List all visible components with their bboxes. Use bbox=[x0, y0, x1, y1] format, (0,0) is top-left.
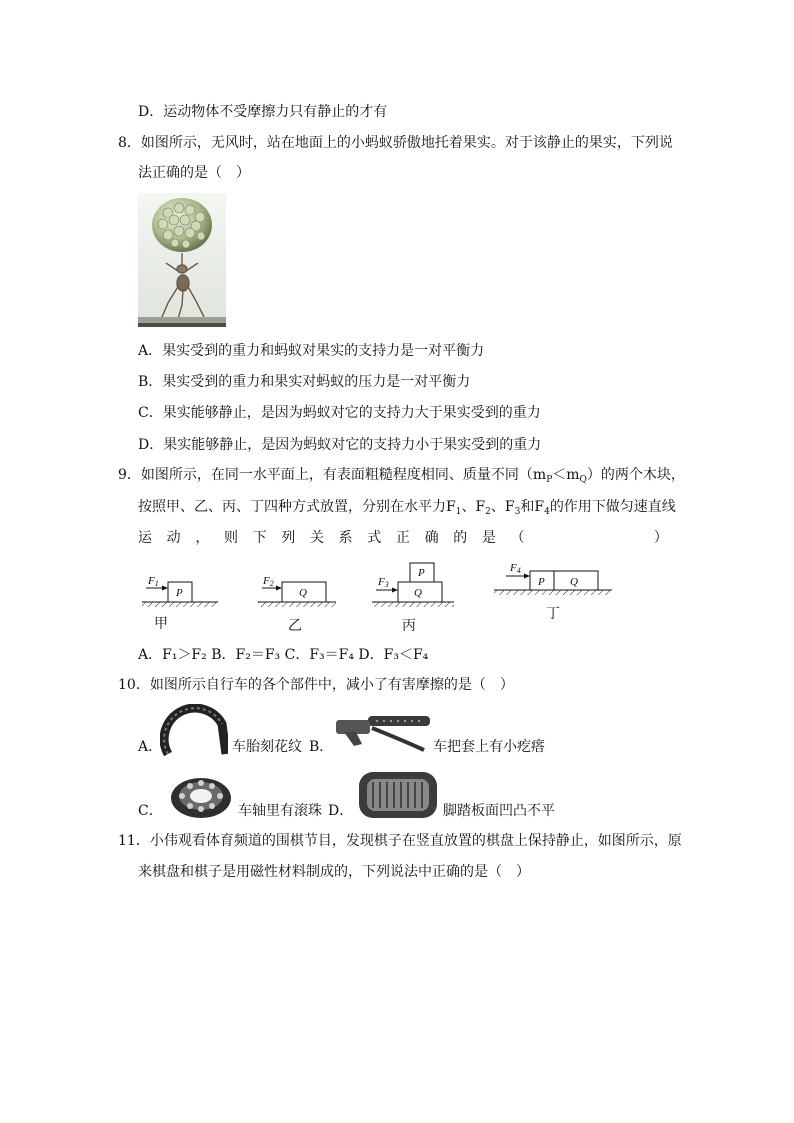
diagram-yi bbox=[258, 575, 336, 634]
q11-stem-line2: 来棋盘和棋子是用磁性材料制成的，下列说法中正确的是（ ） bbox=[138, 864, 530, 880]
ball-bearing-image bbox=[168, 770, 234, 822]
q10-option-a-text: 车胎刻花纹 bbox=[232, 739, 302, 755]
q10-option-c-letter: C． bbox=[138, 803, 163, 819]
tire-tread-image bbox=[160, 704, 228, 756]
bing-top-block-label: P bbox=[418, 567, 425, 579]
diagram-bing bbox=[372, 563, 454, 634]
q10-option-c-text: 车轴里有滚珠 bbox=[238, 803, 322, 819]
diagram-jia bbox=[142, 575, 218, 632]
pedal-image bbox=[355, 766, 441, 824]
blocks-force-diagram bbox=[138, 560, 618, 636]
q8-option-d: D．果实能够静止，是因为蚂蚁对它的支持力小于果实受到的重力 bbox=[138, 437, 542, 453]
bing-bottom-block-label: Q bbox=[414, 587, 422, 599]
q10-option-d-letter: D． bbox=[328, 803, 354, 819]
ding-force-label: F4 bbox=[510, 562, 521, 575]
yi-force-label: F2 bbox=[263, 575, 274, 588]
yi-block-label: Q bbox=[299, 587, 307, 599]
ding-block-p-label: P bbox=[538, 576, 545, 588]
q8-stem-line2: 法正确的是（ ） bbox=[138, 165, 250, 181]
q9-answer-options: A．F₁＞F₂ B．F₂＝F₃ C．F₃＝F₄ D．F₃＜F₄ bbox=[138, 647, 429, 663]
q8-stem-line1: 8．如图所示，无风时，站在地面上的小蚂蚁骄傲地托着果实。对于该静止的果实，下列说 bbox=[118, 135, 673, 151]
handlebar-grip-image bbox=[332, 710, 432, 754]
bing-force-label: F3 bbox=[378, 576, 389, 589]
jia-block-label: P bbox=[176, 587, 183, 599]
ding-block-q-label: Q bbox=[570, 576, 578, 588]
q10-option-b-letter: B． bbox=[309, 739, 334, 755]
jia-force-label: F1 bbox=[148, 575, 159, 588]
q10-stem: 10．如图所示自行车的各个部件中，减小了有害摩擦的是（ ） bbox=[118, 677, 514, 693]
q10-option-a-letter: A． bbox=[138, 739, 163, 755]
q9-stem-line2: 按照甲、乙、丙、丁四种方式放置，分别在水平力$F_1$、$F_2$、$F_3$和$F_4$的作用下做匀速直线 bbox=[138, 499, 676, 517]
q8-option-b: B．果实受到的重力和果实对蚂蚁的压力是一对平衡力 bbox=[138, 374, 471, 390]
ding-caption: 丁 bbox=[546, 606, 560, 622]
q10-option-b-text: 车把套上有小疙瘩 bbox=[433, 739, 545, 755]
bing-caption: 丙 bbox=[402, 618, 416, 634]
q11-stem-line1: 11．小伟观看体育频道的围棋节目，发现棋子在竖直放置的棋盘上保持静止，如图所示，原 bbox=[118, 833, 682, 849]
q7-option-d: D．运动物体不受摩擦力只有静止的才有 bbox=[138, 104, 388, 120]
q8-option-a: A．果实受到的重力和蚂蚁对果实的支持力是一对平衡力 bbox=[138, 343, 485, 359]
q10-option-d-text: 脚踏板面凹凸不平 bbox=[443, 803, 555, 819]
yi-caption: 乙 bbox=[288, 618, 302, 634]
q9-stem-line1: 9．如图所示，在同一水平面上，有表面粗糙程度相同、质量不同$(m_P<m_Q)$的两个木块， bbox=[118, 467, 685, 485]
ant-holding-fruit-image bbox=[138, 193, 226, 327]
q8-option-c: C．果实能够静止，是因为蚂蚁对它的支持力大于果实受到的重力 bbox=[138, 405, 541, 421]
diagram-ding bbox=[494, 562, 612, 622]
jia-caption: 甲 bbox=[154, 616, 168, 632]
q9-stem-line3: 运 动 ， 则 下 列 关 系 式 正 确 的 是 （ ） bbox=[138, 530, 668, 546]
